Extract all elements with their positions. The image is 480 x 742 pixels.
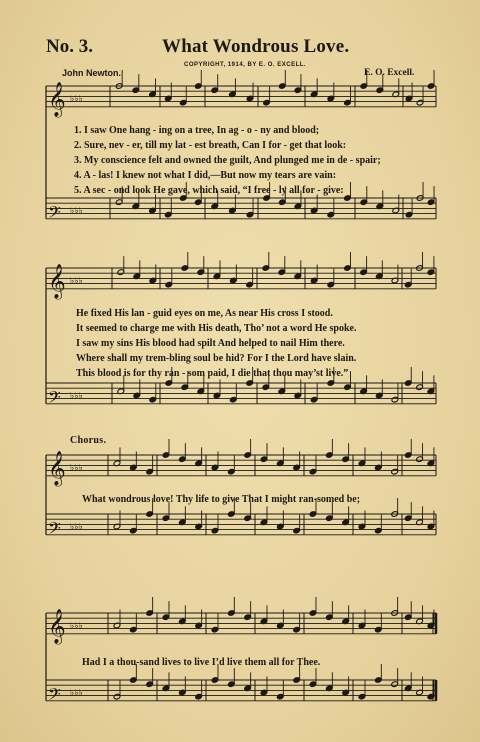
verse-1-line-1: 1. I saw One hang - ing on a tree, In ag - o - ny and blood; (74, 125, 320, 136)
key-signature-icon: ♭♭♭ (70, 463, 83, 474)
treble-clef-icon: 𝄞 (48, 450, 66, 486)
bass-clef-icon: 𝄢 (48, 386, 61, 411)
chorus-lyrics-1: What wondrous love! Thy life to give That I might ran-somed be; (82, 494, 361, 505)
bass-clef-icon: 𝄢 (48, 201, 61, 226)
key-signature-icon: ♭♭♭ (70, 391, 83, 402)
verse-4-line-1: 4. A - las! I knew not what I did,—But now my tears are vain: (74, 170, 337, 181)
key-signature-icon: ♭♭♭ (70, 94, 83, 105)
copyright-line: COPYRIGHT, 1914, BY E. O. EXCELL. (184, 62, 307, 68)
verse-5-line-2: This blood is for thy ran - som paid, I die that thou may’st live.” (76, 368, 349, 379)
chorus-lyrics-2: Had I a thou-sand lives to live I’d live them all for Thee. (82, 657, 321, 668)
key-signature-icon: ♭♭♭ (70, 206, 83, 217)
bass-clef-icon: 𝄢 (48, 517, 61, 542)
composer-name: E. O. Excell. (364, 68, 415, 78)
system-2-lyrics (76, 306, 356, 381)
verse-3-line-2: I saw my sins His blood had spilt And helped to nail Him there. (76, 338, 345, 349)
verse-2-line-2: It seemed to charge me with His death, Tho’ not a word He spoke. (76, 323, 357, 334)
verse-5-line-1: 5. A sec - ond look He gave, which said, “I free - ly all for - give: (74, 185, 344, 196)
system-1-lyrics (74, 123, 381, 198)
verse-1-line-2: He fixed His lan - guid eyes on me, As near His cross I stood. (76, 308, 333, 319)
key-signature-icon: ♭♭♭ (70, 621, 83, 632)
key-signature-icon: ♭♭♭ (70, 688, 83, 699)
lyricist-name: John Newton. (62, 68, 121, 78)
bass-clef-icon: 𝄢 (48, 683, 61, 708)
chorus-label: Chorus. (70, 435, 107, 446)
key-signature-icon: ♭♭♭ (70, 276, 83, 287)
verse-3-line-1: 3. My conscience felt and owned the guilt, And plunged me in de - spair; (74, 155, 381, 166)
verse-4-line-2: Where shall my trem-bling soul be hid? For I the Lord have slain. (76, 353, 357, 364)
hymn-title: What Wondrous Love. (162, 36, 350, 57)
treble-clef-icon: 𝄞 (48, 608, 66, 644)
treble-clef-icon: 𝄞 (48, 81, 66, 117)
treble-clef-icon: 𝄞 (48, 263, 66, 299)
key-signature-icon: ♭♭♭ (70, 522, 83, 533)
hymn-number: No. 3. (46, 36, 93, 57)
verse-2-line-1: 2. Sure, nev - er, till my lat - est breath, Can I for - get that look: (74, 140, 347, 151)
